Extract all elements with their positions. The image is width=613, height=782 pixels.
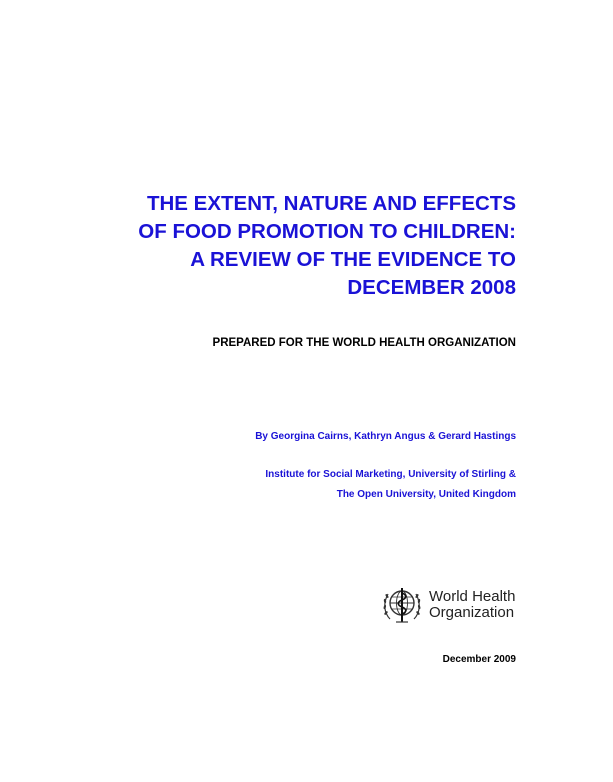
institute-line-2: The Open University, United Kingdom: [336, 489, 516, 500]
authors: By Georgina Cairns, Kathryn Angus & Gerard Hastings: [255, 431, 516, 442]
institute: [265, 465, 516, 505]
publication-date: December 2009: [442, 654, 516, 665]
title-line-4: DECEMBER 2008: [347, 276, 516, 299]
who-emblem-icon: [380, 583, 424, 627]
title-line-1: THE EXTENT, NATURE AND EFFECTS: [146, 192, 516, 215]
prepared-for: PREPARED FOR THE WORLD HEALTH ORGANIZATION: [212, 337, 516, 349]
institute-line-1: Institute for Social Marketing, University of Stirling &: [265, 469, 516, 480]
who-wordmark: [429, 589, 515, 621]
who-wordmark-line-1: World Health: [429, 588, 516, 605]
who-logo: [380, 582, 520, 628]
who-wordmark-line-2: Organization: [429, 604, 515, 621]
title-line-3: A REVIEW OF THE EVIDENCE TO: [190, 248, 516, 271]
title-line-2: OF FOOD PROMOTION TO CHILDREN:: [138, 220, 516, 243]
document-title: [36, 190, 516, 302]
